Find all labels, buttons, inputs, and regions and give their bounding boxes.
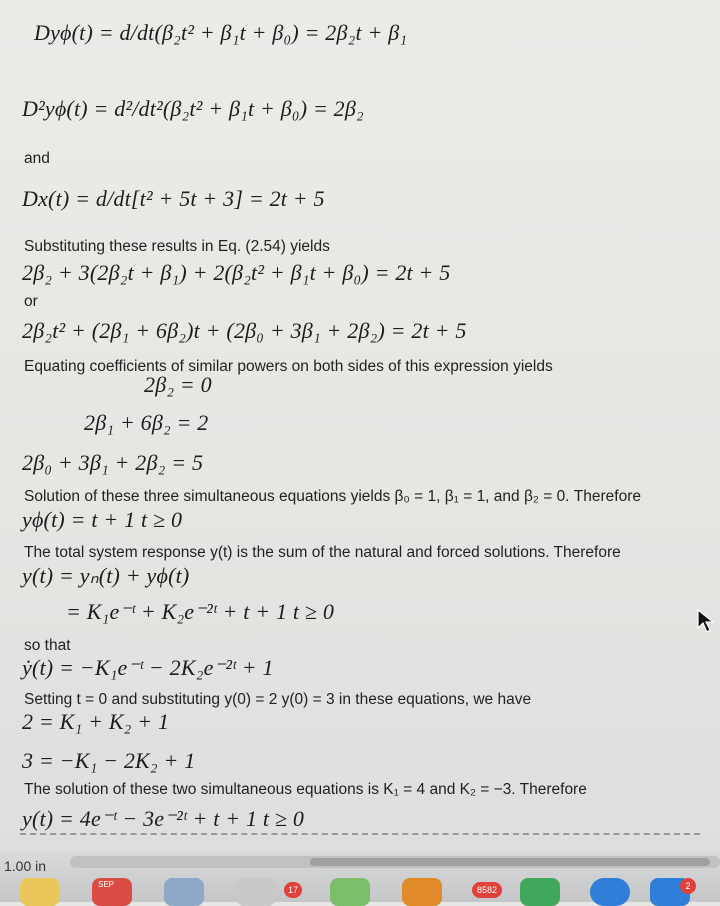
equation-initial-2: 3 = −K₁ − 2K₂ + 1 (22, 748, 196, 773)
mail-badge: 8582 (472, 882, 502, 898)
horizontal-scrollbar[interactable] (70, 856, 720, 868)
equation-final: y(t) = 4e⁻ᵗ − 3e⁻²ᵗ + t + 1 t ≥ 0 (22, 806, 305, 831)
equation-forced-solution: yϕ(t) = t + 1 t ≥ 0 (22, 507, 183, 532)
equation-initial-1: 2 = K₁ + K₂ + 1 (22, 709, 170, 734)
notification-badge: 17 (284, 882, 302, 898)
text-and: and (24, 150, 50, 167)
calendar-label: SEP (98, 880, 115, 889)
equation-first-derivative: Dyϕ(t) = d/dt(β₂t² + β₁t + β₀) = 2β₂t + β₁ (34, 20, 408, 45)
text-solution-two: The solution of these two simultaneous equations is K₁ = 4 and K₂ = −3. Therefore (24, 781, 587, 798)
app-store-badge: 2 (680, 878, 696, 894)
equation-collected: 2β₂t² + (2β₁ + 6β₂)t + (2β₀ + 3β₁ + 2β₂) = 2t + 5 (22, 318, 467, 343)
equation-substituted: 2β₂ + 3(2β₂t + β₁) + 2(β₂t² + β₁t + β₀) = 2t + 5 (22, 260, 451, 285)
text-total-response: The total system response y(t) is the sum of the natural and forced solutions. Therefore (24, 544, 621, 561)
text-setting: Setting t = 0 and substituting y(0) = 2 y(0) = 3 in these equations, we have (24, 691, 532, 708)
equation-coef-2: 2β₁ + 6β₂ = 2 (84, 410, 209, 435)
status-bar (0, 852, 720, 902)
equation-dx: Dx(t) = d/dt[t² + 5t + 3] = 2t + 5 (22, 186, 325, 211)
text-or: or (24, 293, 38, 310)
equation-total-2: = K₁e⁻ᵗ + K₂e⁻²ᵗ + t + 1 t ≥ 0 (66, 599, 335, 624)
text-so-that: so that (24, 637, 71, 654)
zoom-indicator[interactable]: 1.00 in (4, 858, 47, 874)
equation-total-1: y(t) = yₙ(t) + yϕ(t) (22, 563, 190, 588)
text-equating: Equating coefficients of similar powers on both sides of this expression yields (24, 358, 553, 375)
mouse-cursor-icon (696, 608, 718, 636)
equation-coef-1: 2β₂ = 0 (144, 372, 212, 397)
equation-second-derivative: D²yϕ(t) = d²/dt²(β₂t² + β₁t + β₀) = 2β₂ (22, 96, 364, 121)
equation-coef-3: 2β₀ + 3β₁ + 2β₂ = 5 (22, 450, 204, 475)
text-solution-three: Solution of these three simultaneous equations yields β₀ = 1, β₁ = 1, and β₂ = 0. Therefore (24, 488, 641, 505)
text-substituting: Substituting these results in Eq. (2.54) yields (24, 238, 330, 255)
scrollbar-thumb[interactable] (310, 858, 710, 866)
page-break-divider (20, 833, 700, 835)
equation-derivative-y: ẏ(t) = −K₁e⁻ᵗ − 2K₂e⁻²ᵗ + 1 (22, 655, 274, 680)
